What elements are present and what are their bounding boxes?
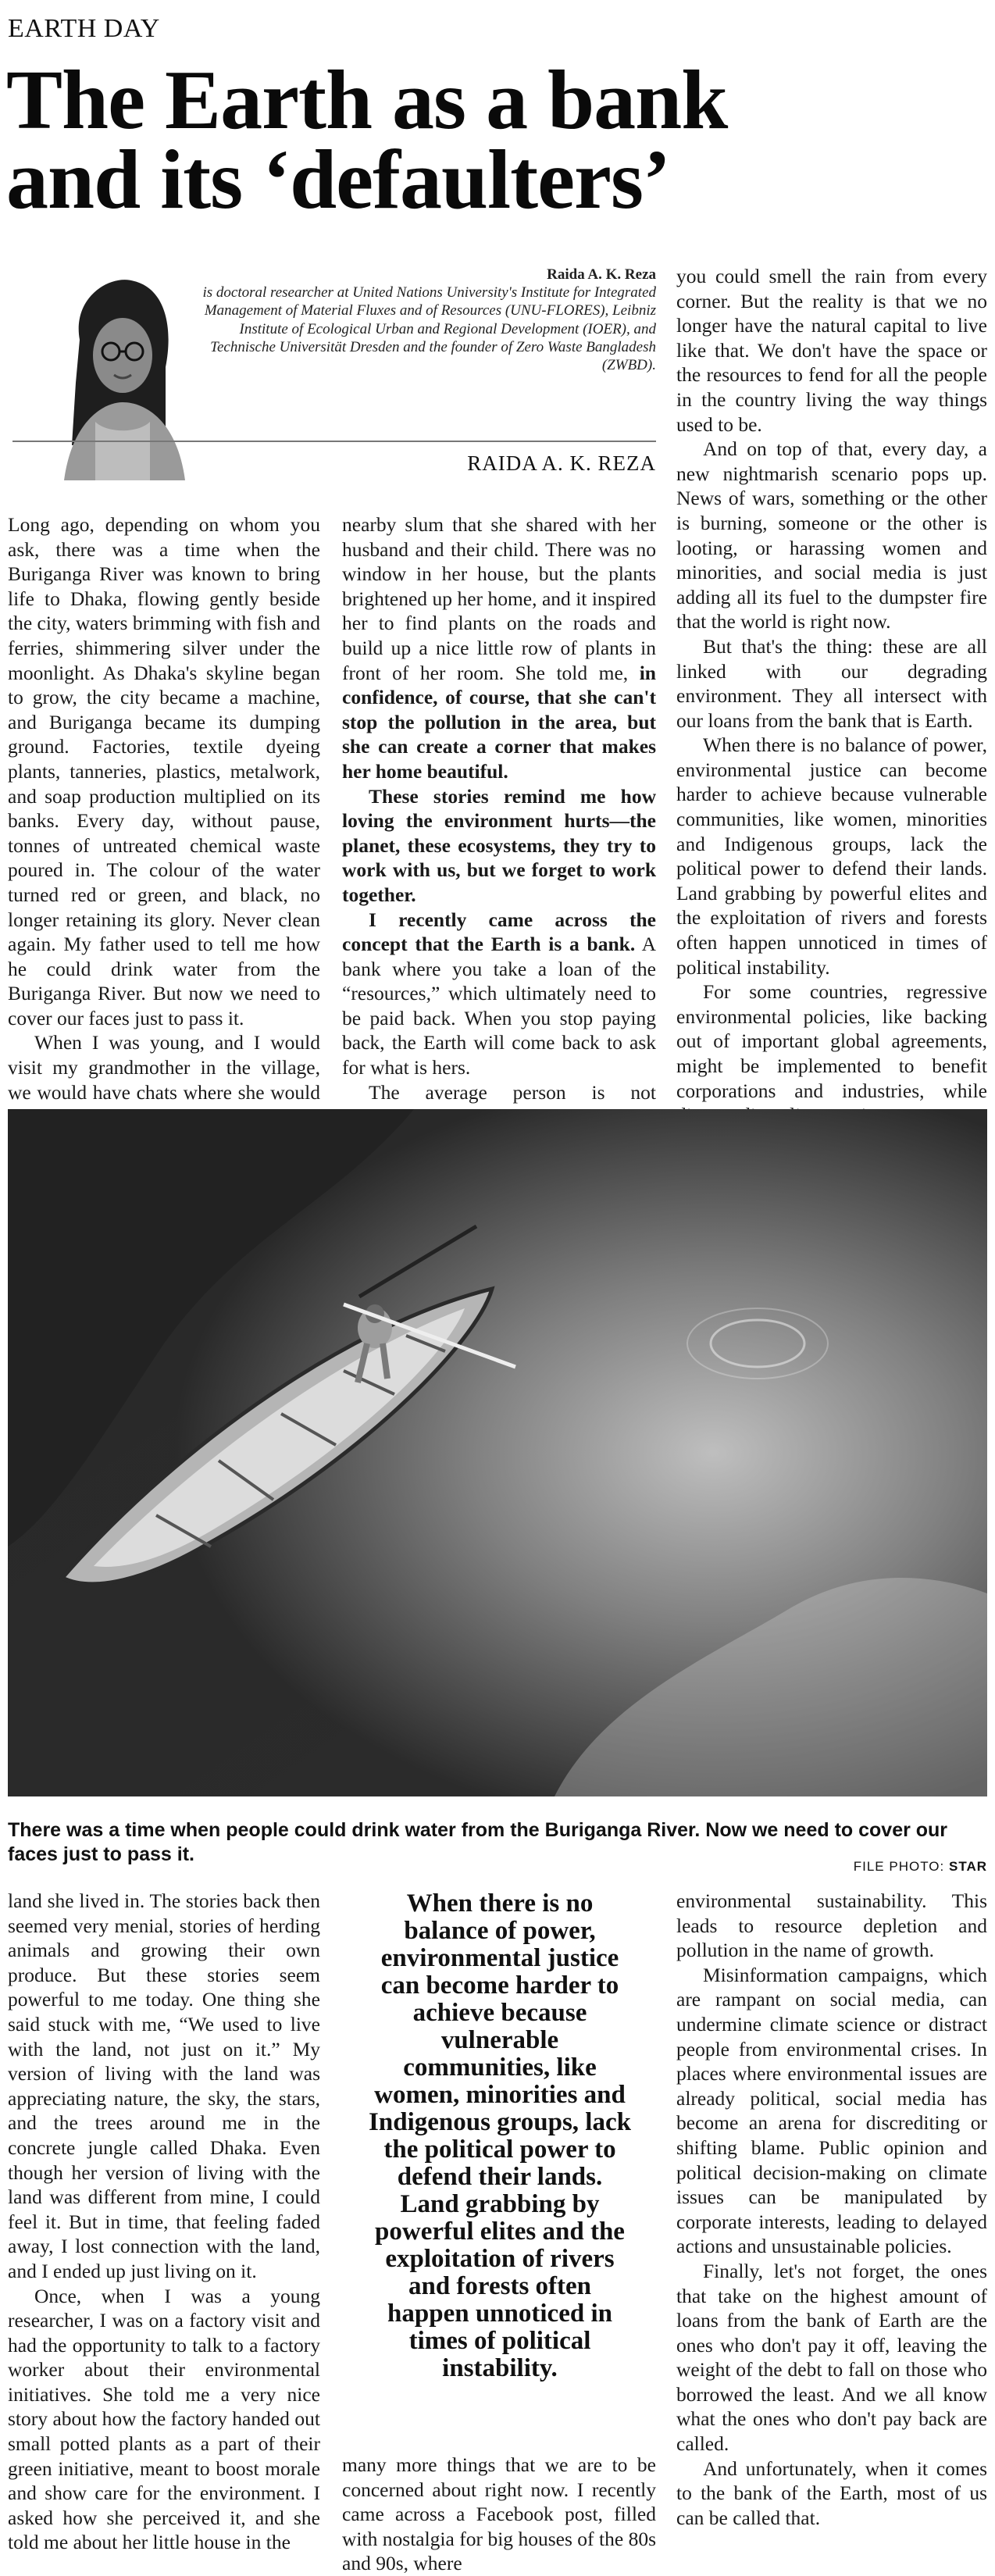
author-bio-name: Raida A. K. Reza — [547, 266, 656, 283]
river-boat-photo — [8, 1109, 987, 1796]
article-column-6 — [676, 1889, 987, 2537]
body-paragraph: For some countries, regressive environmental policies, like backing out of important global agreements, might be implemented to benefit corporations and industries, while — [676, 980, 987, 1102]
article-column-4 — [8, 1889, 320, 2554]
article-headline: The Earth as a bank and its ‘defaulters’ — [6, 54, 728, 227]
article-column-3 — [676, 264, 987, 1108]
article-column-2 — [342, 512, 656, 1104]
body-text-bold: in confidence, of course, that she can't stop the pollution in the area, but she can create a corner that makes her home beautiful. — [342, 661, 656, 783]
body-paragraph: Misinformation campaigns, which are rampant on social media, can undermine climate science or distract people from environmental crises. In places where environmental issues are already political, social media has become an arena for discrediting or shifting blame. Public opinion and political decision-making on climate issues can be manipulated by corporate interests, leading to delayed actions and unsustainable policies. — [676, 1963, 987, 2258]
body-paragraph: you could smell the rain from every corner. But the reality is that we no longer have the natural capital to live like that. We don't have the space or the resources to fend for all the people in the country living the way things used to be. — [676, 265, 987, 436]
section-kicker: EARTH DAY — [8, 14, 160, 43]
body-paragraph: Once, when I was a young researcher, I was on a factory visit and had the opportunity to talk to a factory worker about their environmental initiatives. She told me a very nice story about how the factory handed out small potted plants as a part of their green initiative, meant to boost morale and show care for the environment. I asked how she perceived it, and she told me about her little house in the — [8, 2284, 320, 2554]
body-paragraph: And unfortunately, when it comes to the bank of the Earth, most of us can be called that. — [676, 2456, 987, 2529]
body-paragraph: land she lived in. The stories back then seemed very menial, stories of herding animals and growing their own produce. But these stories seem powerful to me today. One thing she said stuck with me, “We used to live with the land, not just on it.” My version of living with the land was appreciating nature, the sky, the stars, and the trees around me in the concrete jungle called Dhaka. Even though her version of living with the land was different from mine, I could feel it. But in time, that feeling faded away, I lost connection with the land, and I ended up just living on it. — [8, 1889, 320, 2282]
body-paragraph: Long ago, depending on whom you ask, there was a time when the Buriganga River was known to bring life to Dhaka, flowing gently beside the city, waters brimming with fish and ferries, shimmering silver under the moonlight. As Dhaka's skyline began to grow, the city became a machine, and Buriganga became its dumping ground. Factories, textile dyeing plants, tanneries, plastics, metalwork, and soap production multiplied on its banks. Every day, without pause, tonnes of untreated chemical waste poured in. The colour of the water turned red or green, and black, no longer retaining its glory. Never clean again. My father used to tell me how he could drink water from the Buriganga River. But now we need to cover our faces just to pass it. — [8, 513, 320, 1029]
photo-caption: There was a time when people could drink water from the Buriganga River. Now we need to cover our faces just to pass it. — [8, 1819, 948, 1865]
author-bio-text: is doctoral researcher at United Nations University's Institute for Integrated Management of Material Fluxes and of Resources (UNU-FLORES), Leibniz Institute of Ecological Urban and Regional Development (IOER), and Technische Universität Dresden and the founder of Zero Waste Bangladesh (ZWBD). — [202, 284, 656, 374]
body-paragraph: And on top of that, every day, a new nightmarish scenario pops up. News of wars, something or the other is burning, someone or the other is looting, or harassing women and minorities, and social media is just adding all its fuel to the dumpster fire that the world is right now. — [676, 437, 987, 633]
body-paragraph: Finally, let's not forget, the ones that take on the highest amount of loans from the bank of Earth are the ones who don't pay it off, leaving the weight of the debt to fall on those who borrowed the least. And we all know what the ones who don't pay back are called. — [676, 2259, 987, 2456]
photo-credit-label: FILE PHOTO: — [853, 1859, 945, 1874]
photo-credit — [703, 1859, 987, 1875]
body-text: A bank where you take a loan of the “resources,” which ultimately need to be paid back. When you stop paying back, the Earth will come back to ask for what is hers. — [342, 933, 656, 1079]
body-paragraph: The average person is not — [369, 1080, 656, 1104]
body-paragraph: environmental sustainability. This leads to resource depletion and pollution in the name of growth. — [676, 1889, 987, 1962]
body-paragraph — [342, 512, 656, 784]
body-paragraph — [342, 908, 656, 1080]
author-bio — [195, 266, 656, 374]
body-paragraph: When there is no balance of power, environmental justice can become harder to achieve because vulnerable communities, like women, minorities and Indigenous groups, lack the political power to defend their lands. Land grabbing by powerful elites and the exploitation of rivers and forests often happen unnoticed in times of political instability. — [676, 733, 987, 979]
byline: RAIDA A. K. REZA — [467, 451, 656, 475]
article-column-5 — [342, 2453, 656, 2575]
author-portrait — [48, 266, 189, 480]
body-paragraph: When I was young, and I would visit my grandmother in the village, we would have chats where she would — [8, 1031, 320, 1104]
pull-quote: When there is no balance of power, environmental justice can become harder to achieve because vulnerable communities, like women, minorities and Indigenous groups, lack the political power to defend their lands. Land grabbing by powerful elites and the exploitation of rivers and forests often happen unnoticed in times of political instability. — [369, 1889, 631, 2382]
photo-credit-source: STAR — [948, 1859, 987, 1874]
body-text: nearby slum that she shared with her husband and their child. There was no window in her house, but the plants brightened up her home, and it inspired her to find plants on the roads and build up a nice little row of plants in front of her room. She told me, — [342, 513, 656, 684]
body-paragraph: These stories remind me how loving the environment hurts—the planet, these ecosystems, they try to work with us, but we forget to work together. — [342, 784, 656, 906]
body-paragraph: many more things that we are to be concerned about right now. I recently came across a Facebook post, filled with nostalgia for big houses of the 80s and 90s, where — [342, 2453, 656, 2575]
body-text-bold: I recently came across the concept that the Earth is a bank. — [342, 908, 656, 956]
article-column-1 — [8, 512, 320, 1104]
byline-divider — [12, 441, 656, 442]
body-paragraph: But that's the thing: these are all linked with our degrading environment. They all intersect with our loans from the bank that is Earth. — [676, 634, 987, 732]
